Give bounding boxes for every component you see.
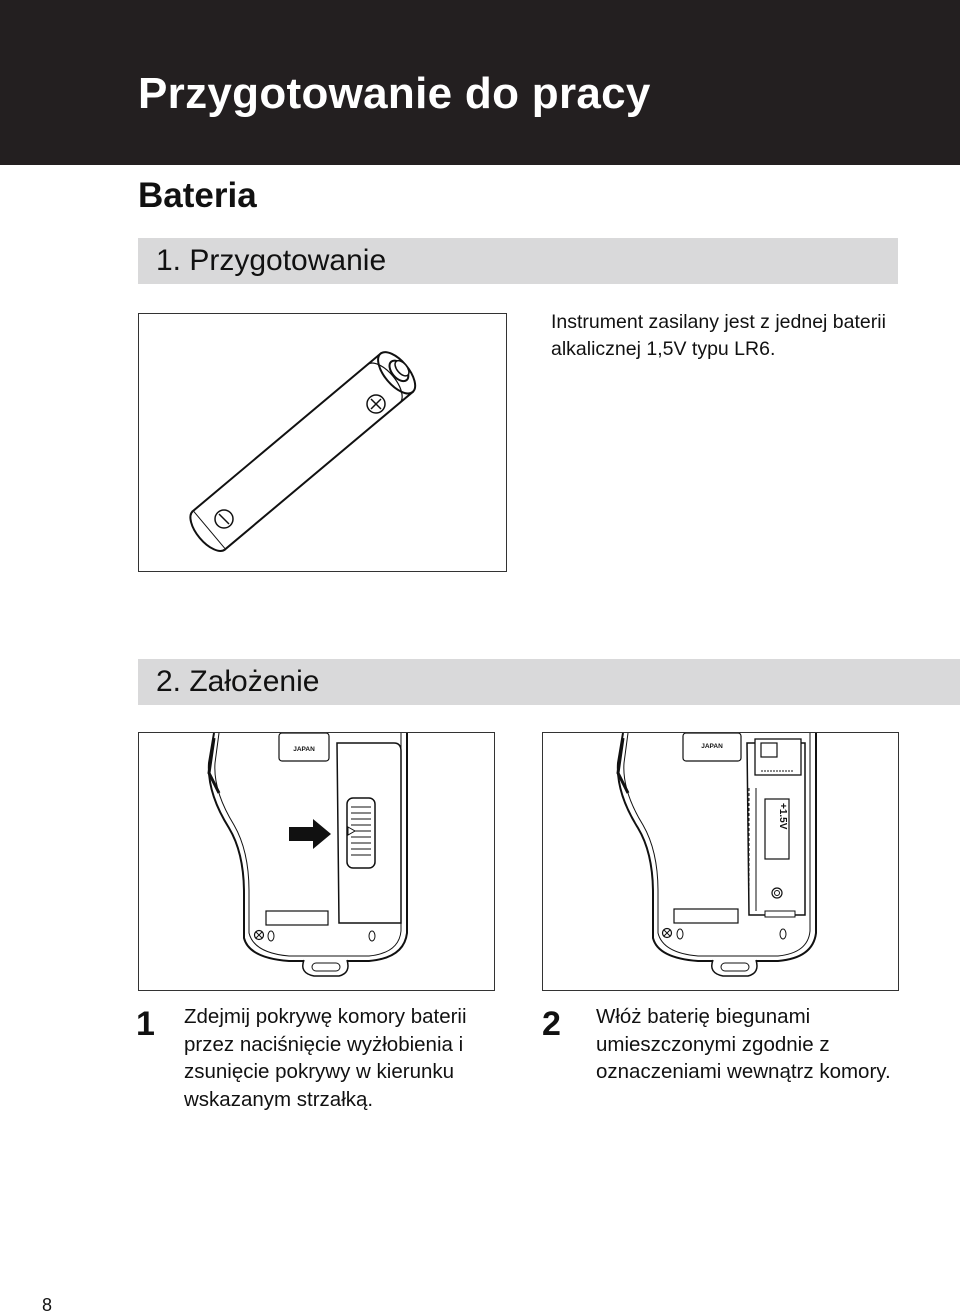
device-compartment-drawing: [543, 733, 900, 992]
device-cover-drawing: [139, 733, 496, 992]
battery-illustration: [138, 313, 507, 572]
slide-arrow-icon: [289, 819, 331, 849]
section-title: Bateria: [138, 176, 257, 215]
step-instruction: Włóż baterię biegunami umieszczonymi zgodnie z oznaczeniami wewnątrz komory.: [596, 1005, 891, 1083]
device-label: JAPAN: [701, 743, 723, 750]
battery-drawing: [139, 314, 508, 573]
page-title: Przygotowanie do pracy: [138, 69, 651, 118]
subsection-title: 1. Przygotowanie: [156, 244, 387, 277]
device-label: JAPAN: [293, 746, 315, 753]
step-instruction: Zdejmij pokrywę komory baterii przez naciśnięcie wyżłobienia i zsunięcie pokrywy w kierunku wskazanym strzałką.: [184, 1005, 467, 1111]
step-number: 1: [136, 1005, 155, 1043]
minus-terminal-icon: [215, 510, 233, 528]
subsection-heading-installation: [138, 659, 960, 705]
step-1-illustration: [138, 732, 495, 991]
step-number: 2: [542, 1005, 561, 1043]
plus-terminal-icon: [367, 395, 385, 413]
intro-text: Instrument zasilany jest z jednej baterii alkalicznej 1,5V typu LR6.: [551, 311, 886, 360]
compartment-marking: +1.5V: [777, 803, 788, 830]
subsection-heading-preparation: [138, 238, 898, 284]
subsection-title: 2. Założenie: [156, 665, 320, 698]
step-2-illustration: [542, 732, 899, 991]
page-number: 8: [42, 1295, 53, 1315]
